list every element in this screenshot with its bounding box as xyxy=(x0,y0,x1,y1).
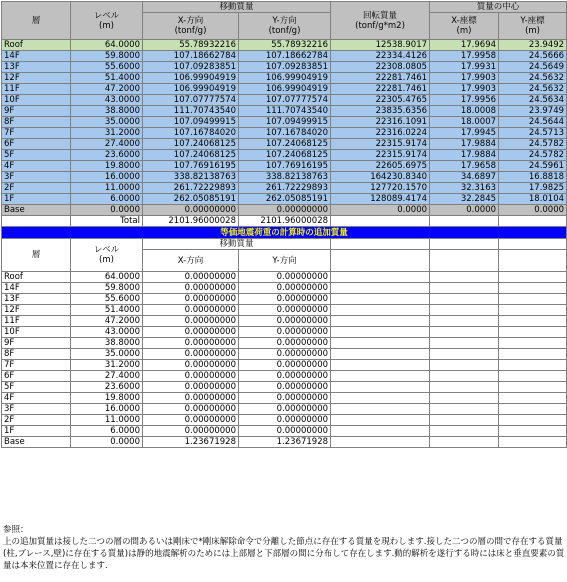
layer-cell: 13F xyxy=(2,294,71,305)
layer-cell: 4F xyxy=(2,161,71,172)
header-layer: 層 xyxy=(2,2,71,40)
layer-cell: 14F xyxy=(2,283,71,294)
x-coordinate-cell: 17.9884 xyxy=(430,150,499,161)
header-y-coordinate: Y-座標 (m) xyxy=(499,13,567,40)
table-row xyxy=(2,294,567,305)
level-cell: 23.6000 xyxy=(71,150,143,161)
y-mass-cell: 0.00000000 xyxy=(239,305,331,316)
rotational-mass-cell: 22308.0805 xyxy=(331,62,430,73)
y-mass-cell: 106.99904919 xyxy=(239,84,331,95)
layer-cell: 7F xyxy=(2,128,71,139)
table-row xyxy=(2,150,567,161)
empty-cell xyxy=(331,415,430,426)
layer-cell: 1F xyxy=(2,426,71,437)
y-mass-cell: 0.00000000 xyxy=(239,327,331,338)
table-row xyxy=(2,139,567,150)
x-mass-cell: 0.00000000 xyxy=(143,404,239,415)
level-cell: 0.0000 xyxy=(71,205,143,216)
header2-layer: 層 xyxy=(2,239,71,272)
layer-cell: 12F xyxy=(2,305,71,316)
y-mass-cell: 107.76916195 xyxy=(239,161,331,172)
layer-cell: 10F xyxy=(2,95,71,106)
empty-cell xyxy=(499,371,567,382)
layer-cell: Base xyxy=(2,205,71,216)
empty-cell xyxy=(499,327,567,338)
empty-cell xyxy=(499,404,567,415)
y-mass-cell: 0.00000000 xyxy=(239,338,331,349)
header2-x-direction: X-方向 xyxy=(143,250,239,272)
level-cell: 11.0000 xyxy=(71,415,143,426)
empty-cell xyxy=(331,437,430,448)
y-coordinate-cell: 18.0104 xyxy=(499,194,567,205)
table-row xyxy=(2,371,567,382)
level-cell: 31.2000 xyxy=(71,360,143,371)
empty-cell xyxy=(430,294,499,305)
note-body: 上の追加質量は接した二つの層の間あるいは剛床で*剛床解除命令で分離した節点に存在する質量を現わします.接した二つの層の間で存在する質量(柱,ブレース,壁)に存在する質量)は静的地震解析のためには上部層と下部層の間に分布して存在します.動的解析を遂行する時には床と垂直要素の質量は本来位置に存在します. xyxy=(3,537,565,571)
additional-mass-banner: 等価地震荷重の計算時の追加質量 xyxy=(2,227,567,239)
table-row xyxy=(2,316,567,327)
table-row xyxy=(2,283,567,294)
x-mass-cell: 0.00000000 xyxy=(143,360,239,371)
layer-cell: 14F xyxy=(2,51,71,62)
reference-note xyxy=(3,524,565,572)
y-coordinate-cell: 23.9749 xyxy=(499,106,567,117)
layer-cell: 12F xyxy=(2,73,71,84)
y-mass-cell: 106.99904919 xyxy=(239,73,331,84)
rotational-mass-cell: 22315.9174 xyxy=(331,139,430,150)
x-mass-cell: 107.18662784 xyxy=(143,51,239,62)
x-mass-cell: 0.00000000 xyxy=(143,349,239,360)
y-mass-cell: 0.00000000 xyxy=(239,415,331,426)
table-row xyxy=(2,40,567,51)
empty-cell xyxy=(499,338,567,349)
table-row xyxy=(2,62,567,73)
table-row xyxy=(2,404,567,415)
x-mass-cell: 107.16784020 xyxy=(143,128,239,139)
empty-cell xyxy=(499,360,567,371)
rotational-mass-cell: 22605.6975 xyxy=(331,161,430,172)
table-row xyxy=(2,172,567,183)
header-level: レベル (m) xyxy=(71,2,143,40)
layer-cell: 6F xyxy=(2,139,71,150)
header2-row-top xyxy=(2,239,567,250)
y-mass-cell: 0.00000000 xyxy=(239,349,331,360)
level-cell: 31.2000 xyxy=(71,128,143,139)
y-coordinate-cell: 24.5649 xyxy=(499,62,567,73)
level-cell: 55.6000 xyxy=(71,62,143,73)
header-row-top xyxy=(2,2,567,13)
rotational-mass-cell: 164230.8340 xyxy=(331,172,430,183)
rotational-mass-cell: 128089.4174 xyxy=(331,194,430,205)
empty-cell xyxy=(430,338,499,349)
table-row xyxy=(2,128,567,139)
empty-cell xyxy=(499,426,567,437)
level-cell: 27.4000 xyxy=(71,371,143,382)
x-mass-cell: 261.72229893 xyxy=(143,183,239,194)
table-row xyxy=(2,426,567,437)
header-x-direction: X-方向 (tonf/g) xyxy=(143,13,239,40)
y-mass-cell: 338.82138763 xyxy=(239,172,331,183)
layer-cell: 3F xyxy=(2,404,71,415)
empty-cell xyxy=(430,316,499,327)
table-row xyxy=(2,117,567,128)
layer-cell: 3F xyxy=(2,172,71,183)
table-row xyxy=(2,437,567,448)
level-cell: 19.8000 xyxy=(71,161,143,172)
level-cell: 35.0000 xyxy=(71,117,143,128)
x-coordinate-cell: 17.9931 xyxy=(430,62,499,73)
y-mass-cell: 0.00000000 xyxy=(239,382,331,393)
x-mass-cell: 0.00000000 xyxy=(143,327,239,338)
x-mass-cell: 0.00000000 xyxy=(143,338,239,349)
empty-cell xyxy=(499,349,567,360)
empty-cell xyxy=(331,305,430,316)
empty-cell xyxy=(331,216,430,227)
empty-cell xyxy=(499,294,567,305)
empty-cell xyxy=(331,382,430,393)
table-row xyxy=(2,305,567,316)
level-cell: 19.8000 xyxy=(71,393,143,404)
mass-table xyxy=(1,1,567,448)
rotational-mass-cell: 22305.4765 xyxy=(331,95,430,106)
empty-cell xyxy=(430,371,499,382)
empty-cell xyxy=(331,327,430,338)
layer-cell: 5F xyxy=(2,150,71,161)
header-rotational-mass: 回転質量 (tonf/g*m2) xyxy=(331,2,430,40)
x-coordinate-cell: 17.9694 xyxy=(430,40,499,51)
header-moving-mass: 移動質量 xyxy=(143,2,331,13)
table-row xyxy=(2,382,567,393)
x-mass-cell: 262.05085191 xyxy=(143,194,239,205)
empty-cell xyxy=(331,272,430,283)
level-cell: 47.2000 xyxy=(71,84,143,95)
y-mass-cell: 111.70743540 xyxy=(239,106,331,117)
level-cell: 59.8000 xyxy=(71,51,143,62)
table-row xyxy=(2,360,567,371)
table-row xyxy=(2,272,567,283)
total-y-mass: 2101.96000028 xyxy=(239,216,331,227)
empty-cell xyxy=(499,316,567,327)
empty-cell xyxy=(430,216,499,227)
rotational-mass-cell: 22316.1091 xyxy=(331,117,430,128)
x-mass-cell: 107.09499915 xyxy=(143,117,239,128)
x-mass-cell: 0.00000000 xyxy=(143,283,239,294)
y-mass-cell: 261.72229893 xyxy=(239,183,331,194)
layer-cell: 9F xyxy=(2,338,71,349)
empty-cell xyxy=(331,360,430,371)
x-mass-cell: 107.07777574 xyxy=(143,95,239,106)
x-mass-cell: 0.00000000 xyxy=(143,415,239,426)
level-cell: 23.6000 xyxy=(71,382,143,393)
empty-cell xyxy=(2,216,71,227)
x-coordinate-cell: 32.3163 xyxy=(430,183,499,194)
level-cell: 16.0000 xyxy=(71,172,143,183)
empty-cell xyxy=(499,283,567,294)
empty-cell xyxy=(430,349,499,360)
x-coordinate-cell: 32.2845 xyxy=(430,194,499,205)
layer-cell: 1F xyxy=(2,194,71,205)
x-coordinate-cell: 34.6897 xyxy=(430,172,499,183)
layer-cell: 9F xyxy=(2,106,71,117)
y-mass-cell: 0.00000000 xyxy=(239,294,331,305)
empty-cell xyxy=(430,360,499,371)
rotational-mass-cell: 127720.1570 xyxy=(331,183,430,194)
layer-cell: Base xyxy=(2,437,71,448)
empty-cell xyxy=(430,272,499,283)
header-y-direction: Y-方向 (tonf/g) xyxy=(239,13,331,40)
level-cell: 55.6000 xyxy=(71,294,143,305)
y-mass-cell: 0.00000000 xyxy=(239,205,331,216)
x-mass-cell: 338.82138763 xyxy=(143,172,239,183)
x-mass-cell: 55.78932216 xyxy=(143,40,239,51)
y-mass-cell: 107.18662784 xyxy=(239,51,331,62)
level-cell: 64.0000 xyxy=(71,40,143,51)
header-mass-center: 質量の中心 xyxy=(430,2,567,13)
level-cell: 11.0000 xyxy=(71,183,143,194)
y-coordinate-cell: 24.5634 xyxy=(499,95,567,106)
y-mass-cell: 107.24068125 xyxy=(239,150,331,161)
x-mass-cell: 0.00000000 xyxy=(143,272,239,283)
empty-cell xyxy=(430,239,499,250)
x-mass-cell: 0.00000000 xyxy=(143,305,239,316)
x-coordinate-cell: 17.9903 xyxy=(430,73,499,84)
y-mass-cell: 107.09283851 xyxy=(239,62,331,73)
level-cell: 16.0000 xyxy=(71,404,143,415)
empty-cell xyxy=(331,338,430,349)
empty-cell xyxy=(430,437,499,448)
empty-cell xyxy=(499,415,567,426)
y-coordinate-cell: 24.5713 xyxy=(499,128,567,139)
y-coordinate-cell: 24.5666 xyxy=(499,51,567,62)
empty-cell xyxy=(499,393,567,404)
level-cell: 43.0000 xyxy=(71,95,143,106)
x-coordinate-cell: 17.9903 xyxy=(430,84,499,95)
table-row xyxy=(2,349,567,360)
empty-cell xyxy=(499,382,567,393)
x-coordinate-cell: 17.9956 xyxy=(430,95,499,106)
level-cell: 6.0000 xyxy=(71,426,143,437)
y-mass-cell: 0.00000000 xyxy=(239,426,331,437)
empty-cell xyxy=(499,239,567,250)
empty-cell xyxy=(430,305,499,316)
y-coordinate-cell: 24.5632 xyxy=(499,73,567,84)
empty-cell xyxy=(331,371,430,382)
rotational-mass-cell: 0.0000 xyxy=(331,205,430,216)
layer-cell: 8F xyxy=(2,117,71,128)
rotational-mass-cell: 22334.4126 xyxy=(331,51,430,62)
table-row xyxy=(2,415,567,426)
y-mass-cell: 55.78932216 xyxy=(239,40,331,51)
x-mass-cell: 107.24068125 xyxy=(143,139,239,150)
x-coordinate-cell: 17.9658 xyxy=(430,161,499,172)
layer-cell: 2F xyxy=(2,415,71,426)
y-coordinate-cell: 23.9492 xyxy=(499,40,567,51)
empty-cell xyxy=(430,382,499,393)
rotational-mass-cell: 12538.9017 xyxy=(331,40,430,51)
level-cell: 51.4000 xyxy=(71,305,143,316)
x-coordinate-cell: 17.9945 xyxy=(430,128,499,139)
additional-mass-banner-row xyxy=(2,227,567,239)
layer-cell: 11F xyxy=(2,84,71,95)
y-mass-cell: 262.05085191 xyxy=(239,194,331,205)
y-mass-cell: 0.00000000 xyxy=(239,371,331,382)
y-coordinate-cell: 17.9825 xyxy=(499,183,567,194)
x-mass-cell: 111.70743540 xyxy=(143,106,239,117)
empty-cell xyxy=(499,216,567,227)
note-title: 参照： xyxy=(3,525,29,535)
header2-moving-mass: 移動質量 xyxy=(143,239,331,250)
empty-cell xyxy=(331,393,430,404)
header2-level: レベル (m) xyxy=(71,239,143,272)
layer-cell: 4F xyxy=(2,393,71,404)
empty-cell xyxy=(331,404,430,415)
empty-cell xyxy=(331,316,430,327)
y-coordinate-cell: 16.8818 xyxy=(499,172,567,183)
empty-cell xyxy=(430,426,499,437)
level-cell: 6.0000 xyxy=(71,194,143,205)
rotational-mass-cell: 22281.7461 xyxy=(331,73,430,84)
table-row xyxy=(2,327,567,338)
y-coordinate-cell: 0.0000 xyxy=(499,205,567,216)
empty-cell xyxy=(331,239,430,250)
level-cell: 47.2000 xyxy=(71,316,143,327)
x-coordinate-cell: 17.9884 xyxy=(430,139,499,150)
y-mass-cell: 107.16784020 xyxy=(239,128,331,139)
level-cell: 59.8000 xyxy=(71,283,143,294)
x-mass-cell: 0.00000000 xyxy=(143,294,239,305)
layer-cell: Roof xyxy=(2,272,71,283)
level-cell: 27.4000 xyxy=(71,139,143,150)
x-coordinate-cell: 0.0000 xyxy=(430,205,499,216)
y-mass-cell: 107.07777574 xyxy=(239,95,331,106)
y-coordinate-cell: 24.5961 xyxy=(499,161,567,172)
table-row xyxy=(2,194,567,205)
x-mass-cell: 0.00000000 xyxy=(143,393,239,404)
x-mass-cell: 0.00000000 xyxy=(143,316,239,327)
empty-cell xyxy=(430,283,499,294)
header-x-coordinate: X-座標 (m) xyxy=(430,13,499,40)
level-cell: 38.8000 xyxy=(71,338,143,349)
layer-cell: 13F xyxy=(2,62,71,73)
empty-cell xyxy=(430,327,499,338)
x-mass-cell: 1.23671928 xyxy=(143,437,239,448)
y-mass-cell: 0.00000000 xyxy=(239,272,331,283)
empty-cell xyxy=(430,393,499,404)
empty-cell xyxy=(331,349,430,360)
table-row xyxy=(2,393,567,404)
y-mass-cell: 107.24068125 xyxy=(239,139,331,150)
empty-cell xyxy=(499,437,567,448)
empty-cell xyxy=(499,250,567,272)
x-coordinate-cell: 18.0007 xyxy=(430,117,499,128)
empty-cell xyxy=(499,305,567,316)
layer-cell: 5F xyxy=(2,382,71,393)
y-mass-cell: 0.00000000 xyxy=(239,404,331,415)
total-x-mass: 2101.96000028 xyxy=(143,216,239,227)
level-cell: 43.0000 xyxy=(71,327,143,338)
table-row xyxy=(2,106,567,117)
table-row xyxy=(2,51,567,62)
x-mass-cell: 0.00000000 xyxy=(143,382,239,393)
y-mass-cell: 0.00000000 xyxy=(239,316,331,327)
empty-cell xyxy=(430,250,499,272)
table-row xyxy=(2,183,567,194)
layer-cell: Roof xyxy=(2,40,71,51)
rotational-mass-cell: 22315.9174 xyxy=(331,150,430,161)
x-mass-cell: 107.76916195 xyxy=(143,161,239,172)
empty-cell xyxy=(430,404,499,415)
y-coordinate-cell: 24.5782 xyxy=(499,150,567,161)
total-row xyxy=(2,216,567,227)
empty-cell xyxy=(331,250,430,272)
table-row xyxy=(2,338,567,349)
y-coordinate-cell: 24.5632 xyxy=(499,84,567,95)
x-mass-cell: 107.24068125 xyxy=(143,150,239,161)
level-cell: 0.0000 xyxy=(71,437,143,448)
total-label: Total xyxy=(71,216,143,227)
y-coordinate-cell: 24.5782 xyxy=(499,139,567,150)
rotational-mass-cell: 22281.7461 xyxy=(331,84,430,95)
x-mass-cell: 107.09283851 xyxy=(143,62,239,73)
y-mass-cell: 107.09499915 xyxy=(239,117,331,128)
table-row xyxy=(2,73,567,84)
y-mass-cell: 0.00000000 xyxy=(239,283,331,294)
header2-y-direction: Y-方向 xyxy=(239,250,331,272)
x-coordinate-cell: 18.0008 xyxy=(430,106,499,117)
empty-cell xyxy=(331,294,430,305)
x-mass-cell: 0.00000000 xyxy=(143,205,239,216)
level-cell: 64.0000 xyxy=(71,272,143,283)
layer-cell: 2F xyxy=(2,183,71,194)
table-row xyxy=(2,205,567,216)
level-cell: 51.4000 xyxy=(71,73,143,84)
empty-cell xyxy=(499,272,567,283)
y-mass-cell: 1.23671928 xyxy=(239,437,331,448)
layer-cell: 10F xyxy=(2,327,71,338)
empty-cell xyxy=(430,415,499,426)
table-row xyxy=(2,95,567,106)
empty-cell xyxy=(331,283,430,294)
table-row xyxy=(2,161,567,172)
y-mass-cell: 0.00000000 xyxy=(239,393,331,404)
level-cell: 35.0000 xyxy=(71,349,143,360)
x-mass-cell: 106.99904919 xyxy=(143,73,239,84)
y-mass-cell: 0.00000000 xyxy=(239,360,331,371)
x-mass-cell: 0.00000000 xyxy=(143,371,239,382)
layer-cell: 11F xyxy=(2,316,71,327)
level-cell: 38.8000 xyxy=(71,106,143,117)
layer-cell: 7F xyxy=(2,360,71,371)
layer-cell: 8F xyxy=(2,349,71,360)
y-coordinate-cell: 24.5644 xyxy=(499,117,567,128)
x-mass-cell: 106.99904919 xyxy=(143,84,239,95)
x-coordinate-cell: 17.9958 xyxy=(430,51,499,62)
empty-cell xyxy=(331,426,430,437)
x-mass-cell: 0.00000000 xyxy=(143,426,239,437)
rotational-mass-cell: 22316.0224 xyxy=(331,128,430,139)
rotational-mass-cell: 23835.6356 xyxy=(331,106,430,117)
layer-cell: 6F xyxy=(2,371,71,382)
table-row xyxy=(2,84,567,95)
